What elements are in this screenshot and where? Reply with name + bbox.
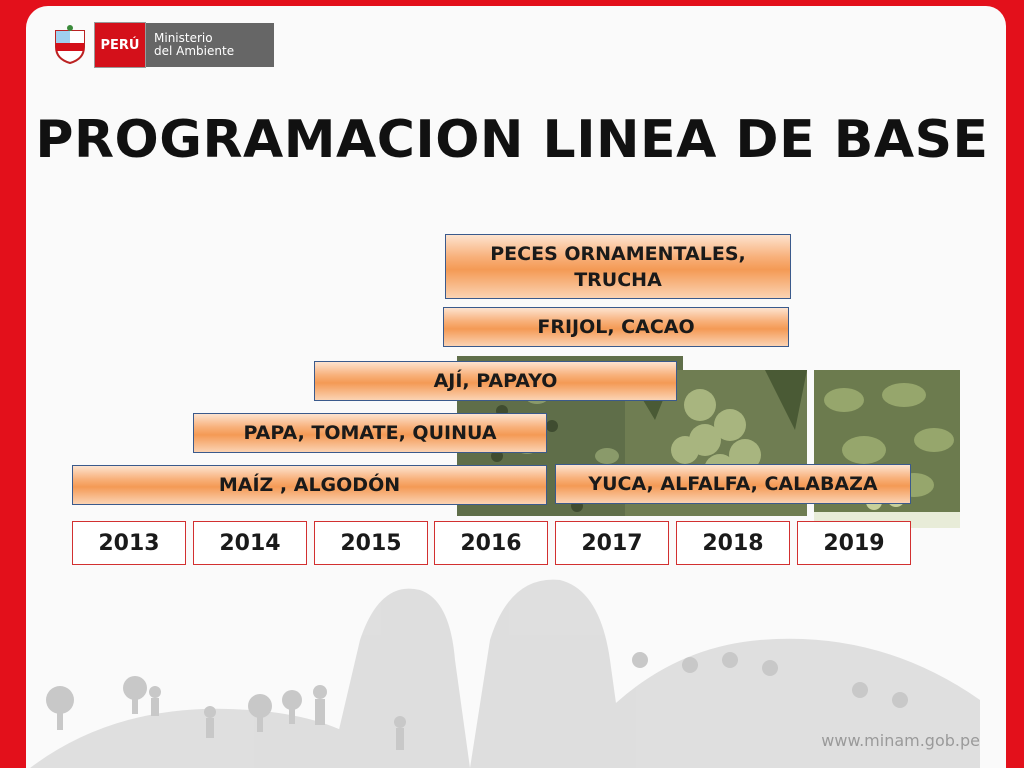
- crop-bar-peces-trucha: [445, 234, 791, 299]
- crop-bar-label: MAÍZ , ALGODÓN: [218, 474, 401, 496]
- year-2013: 2013: [72, 521, 186, 565]
- ministry-logo: [52, 20, 274, 70]
- page-title: PROGRAMACION LINEA DE BASE: [35, 110, 989, 170]
- crop-bar-label: AJÍ, PAPAYO: [433, 370, 558, 392]
- crop-bar-aji-papayo: [314, 361, 677, 401]
- year-2016: 2016: [434, 521, 548, 565]
- year-2019: 2019: [797, 521, 911, 565]
- year-2015: 2015: [314, 521, 428, 565]
- crop-bar-label: YUCA, ALFALFA, CALABAZA: [588, 473, 878, 495]
- ministry-line-2: del Ambiente: [154, 44, 235, 58]
- crop-bar-maiz-algodon: [72, 465, 547, 505]
- year-2018: 2018: [676, 521, 790, 565]
- crop-bar-frijol-cacao: [443, 307, 789, 347]
- ministry-name: [146, 23, 274, 67]
- year-2014: 2014: [193, 521, 307, 565]
- peru-label: PERÚ: [94, 22, 146, 68]
- crop-bar-papa-tomate-quinua: [193, 413, 547, 453]
- coat-of-arms-icon: [52, 25, 88, 65]
- crop-bar-label: PAPA, TOMATE, QUINUA: [243, 422, 497, 444]
- crop-bar-label: FRIJOL, CACAO: [537, 316, 695, 338]
- crop-photo-plants: [814, 370, 960, 528]
- crop-bar-yuca-alfalfa-calabaza: [555, 464, 911, 504]
- ministry-line-1: Ministerio: [154, 31, 213, 45]
- year-2017: 2017: [555, 521, 669, 565]
- crop-bar-label: PECES ORNAMENTALES, TRUCHA: [490, 242, 746, 291]
- footer-url: www.minam.gob.pe: [821, 731, 980, 750]
